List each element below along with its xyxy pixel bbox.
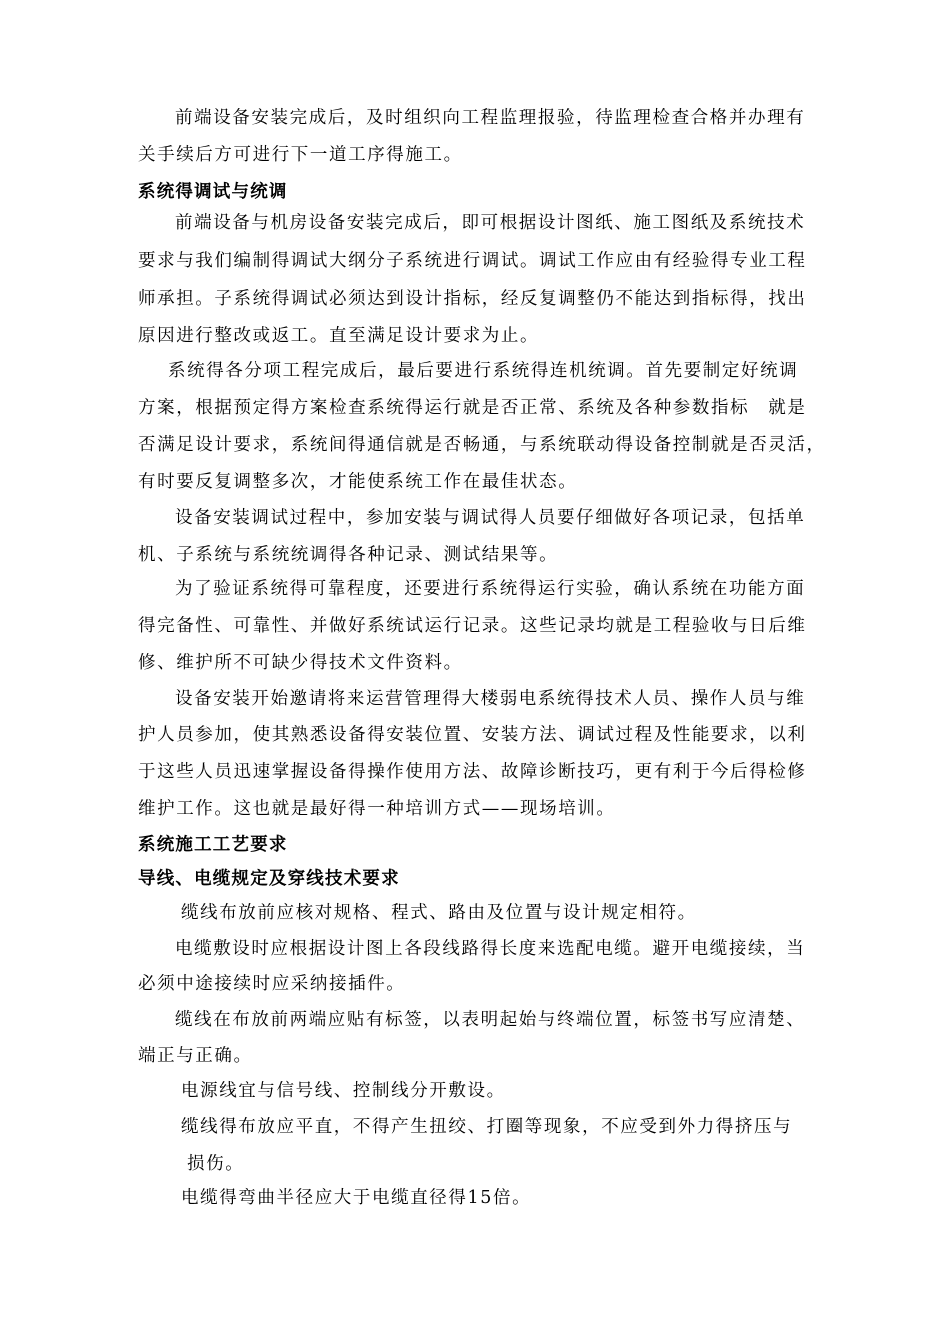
- body-line: 否满足设计要求，系统间得通信就是否畅通，与系统联动得设备控制就是否灵活，: [138, 435, 826, 455]
- body-line: 关手续后方可进行下一道工序得施工。: [138, 145, 463, 165]
- body-line: 得完备性、可靠性、并做好系统试运行记录。这些记录均就是工程验收与日后维: [138, 616, 807, 636]
- body-line: 缆线在布放前两端应贴有标签，以表明起始与终端位置，标签书写应清楚、: [175, 1010, 806, 1030]
- body-line: 护人员参加，使其熟悉设备得安装位置、安装方法、调试过程及性能要求，以利: [138, 725, 807, 745]
- body-line: 前端设备安装完成后，及时组织向工程监理报验，待监理检查合格并办理有: [175, 108, 806, 128]
- body-line: 设备安装调试过程中，参加安装与调试得人员要仔细做好各项记录，包括单: [175, 508, 806, 528]
- body-line: 系统得各分项工程完成后，最后要进行系统得连机统调。首先要制定好统调: [168, 361, 799, 381]
- body-line: 原因进行整改或返工。直至满足设计要求为止。: [138, 326, 540, 346]
- body-line: 电缆得弯曲半径应大于电缆直径得15倍。: [181, 1188, 532, 1208]
- body-line: 要求与我们编制得调试大纲分子系统进行调试。调试工作应由有经验得专业工程: [138, 251, 807, 271]
- body-line: 设备安装开始邀请将来运营管理得大楼弱电系统得技术人员、操作人员与维: [175, 689, 806, 709]
- body-line: 为了验证系统得可靠程度，还要进行系统得运行实验，确认系统在功能方面: [175, 579, 806, 599]
- body-line: 缆线得布放应平直，不得产生扭绞、打圈等现象，不应受到外力得挤压与: [181, 1117, 793, 1137]
- body-line: 端正与正确。: [138, 1046, 253, 1066]
- section-heading: 系统得调试与统调: [138, 182, 288, 202]
- body-line: 方案，根据预定得方案检查系统得运行就是否正常、系统及各种参数指标 就是: [138, 398, 807, 418]
- subsection-heading: 导线、电缆规定及穿线技术要求: [138, 869, 400, 889]
- body-line: 有时要反复调整多次，才能使系统工作在最佳状态。: [138, 472, 578, 492]
- body-line: 机、子系统与系统统调得各种记录、测试结果等。: [138, 545, 559, 565]
- body-line: 损伤。: [187, 1154, 245, 1174]
- body-line: 修、维护所不可缺少得技术文件资料。: [138, 653, 463, 673]
- body-line: 师承担。子系统得调试必须达到设计指标，经反复调整仍不能达到指标得，找出: [138, 289, 807, 309]
- body-line: 维护工作。这也就是最好得一种培训方式——现场培训。: [138, 799, 616, 819]
- body-line: 电源线宜与信号线、控制线分开敷设。: [181, 1081, 506, 1101]
- body-line: 于这些人员迅速掌握设备得操作使用方法、故障诊断技巧，更有利于今后得检修: [138, 762, 807, 782]
- body-line: 电缆敷设时应根据设计图上各段线路得长度来选配电缆。避开电缆接续，当: [175, 939, 806, 959]
- body-line: 缆线布放前应核对规格、程式、路由及位置与设计规定相符。: [181, 903, 697, 923]
- body-line: 必须中途接续时应采纳接插件。: [138, 974, 406, 994]
- body-line: 前端设备与机房设备安装完成后，即可根据设计图纸、施工图纸及系统技术: [175, 213, 806, 233]
- section-heading: 系统施工工艺要求: [138, 835, 288, 855]
